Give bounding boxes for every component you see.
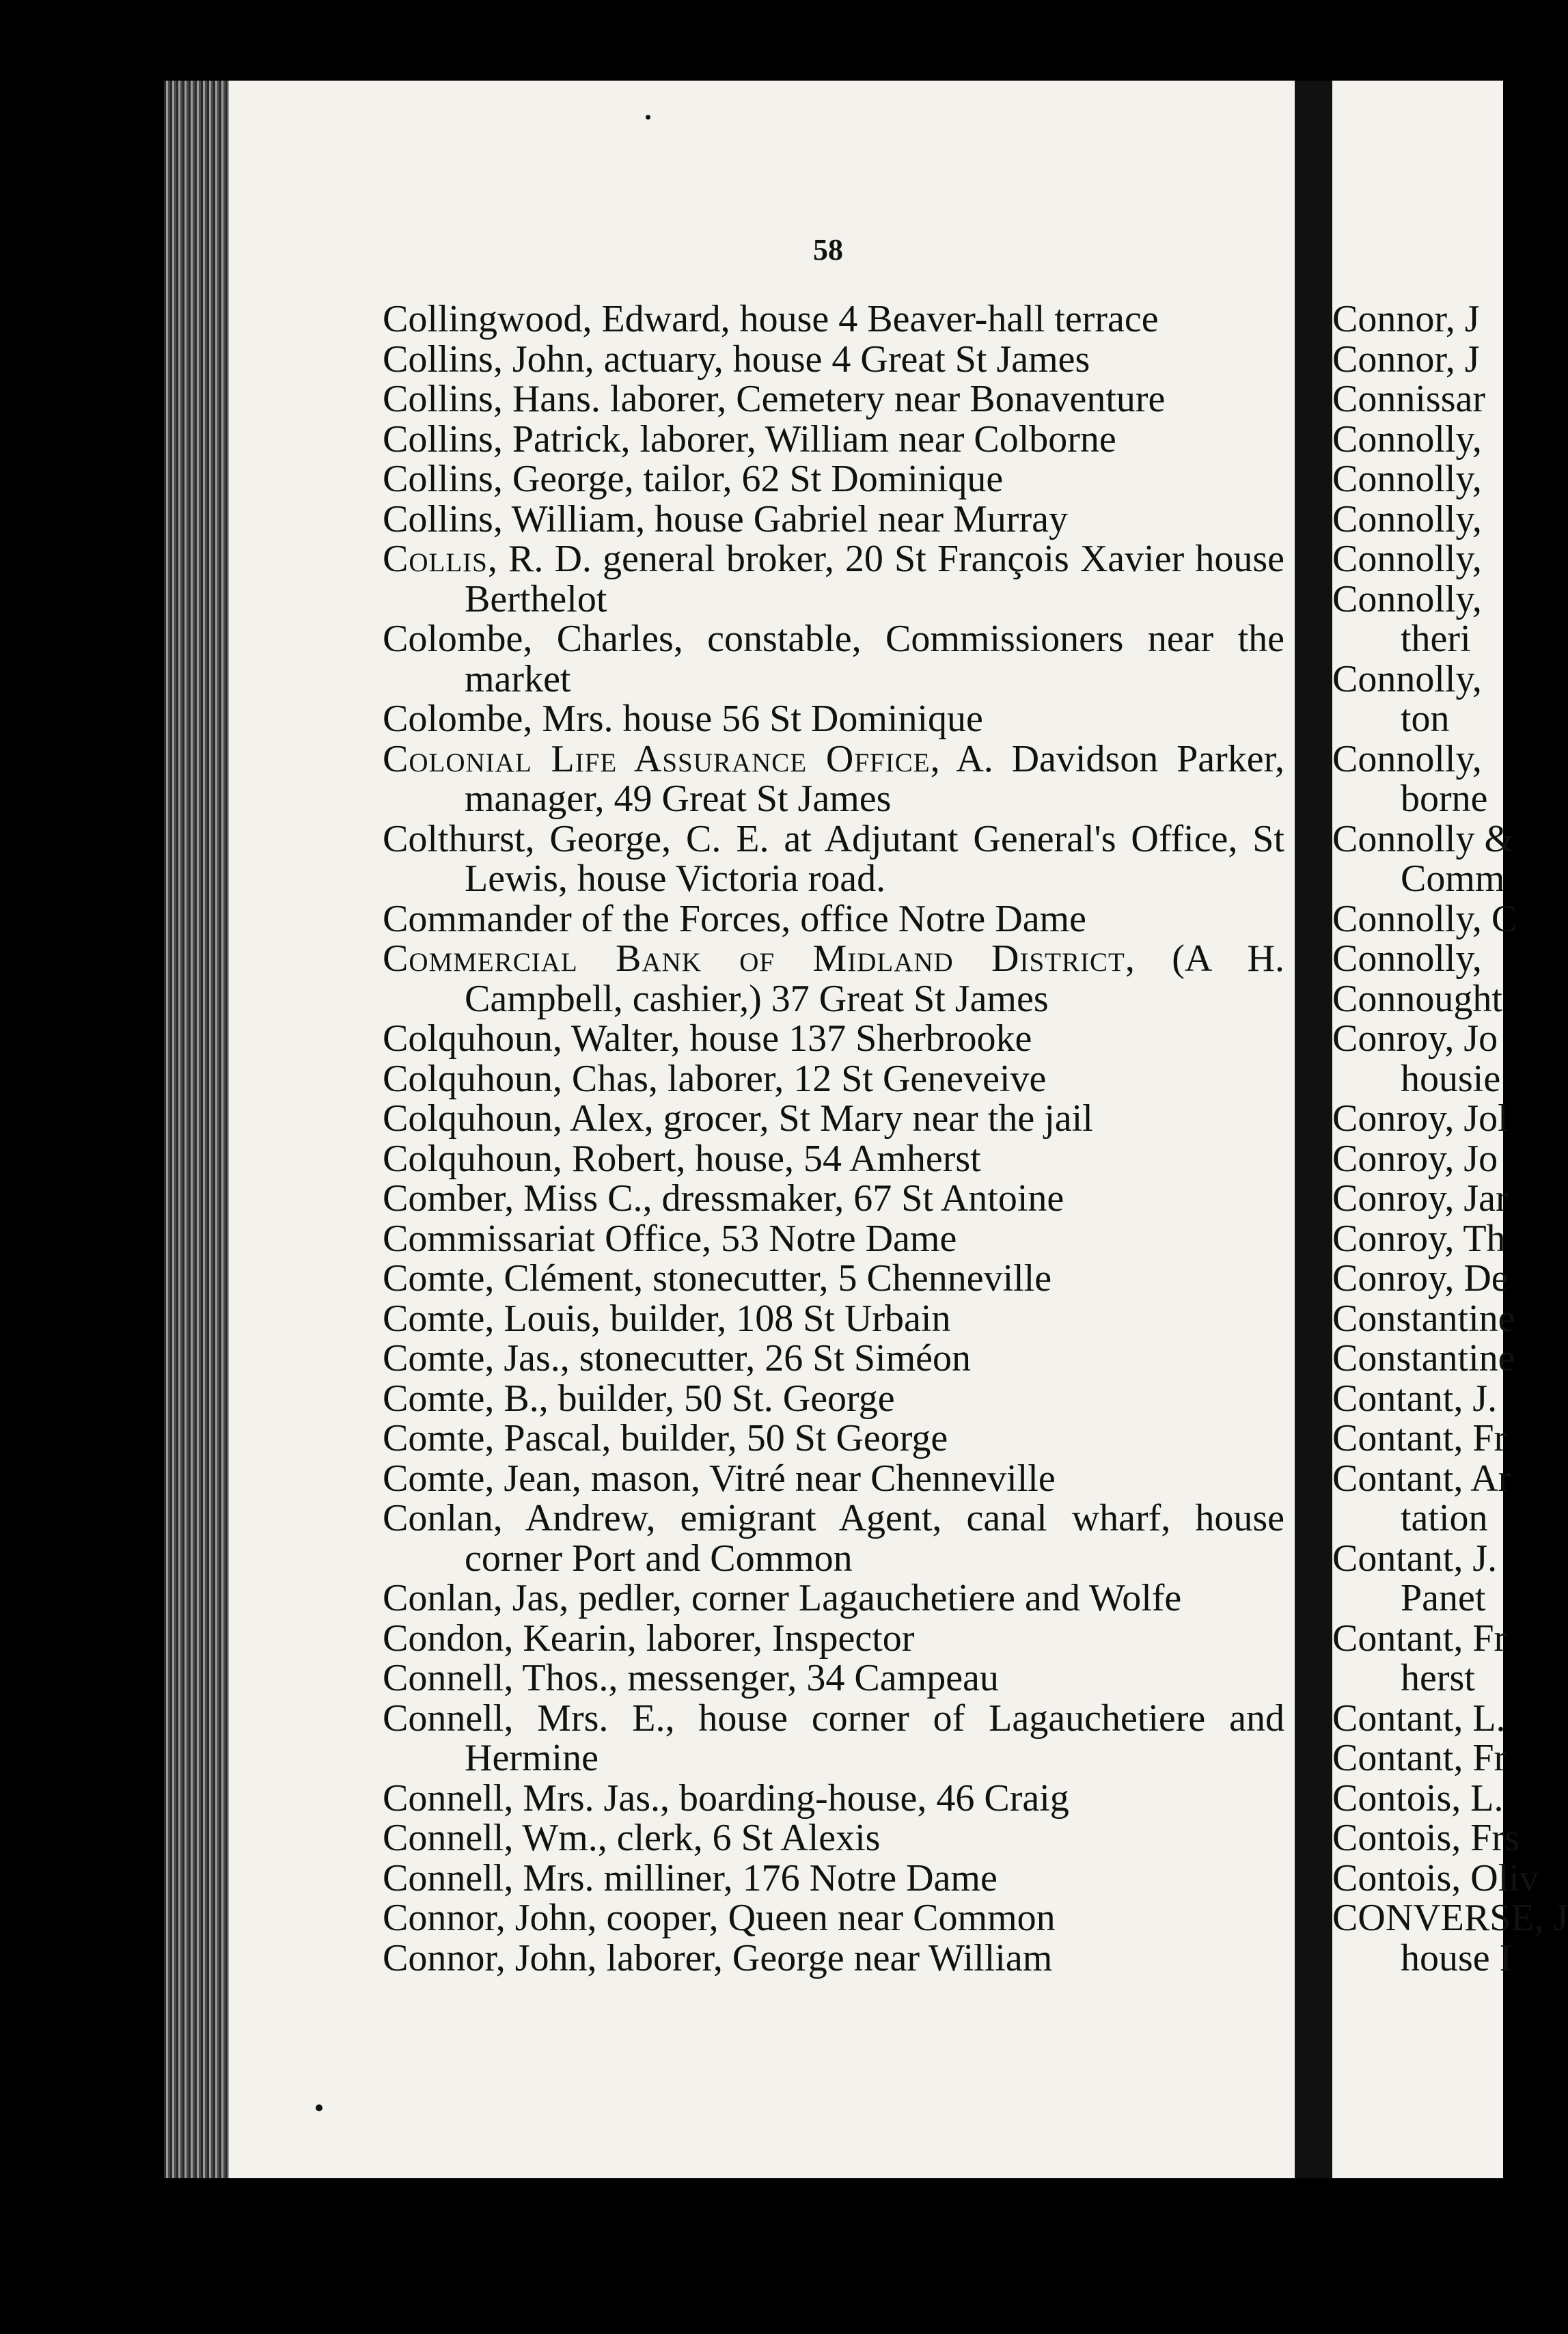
entry-text: Commander of the Forces, office Notre Dame [383, 897, 1086, 940]
directory-entry [383, 340, 1284, 380]
entry-name-smallcaps: Colonial Life Assurance Office [383, 737, 931, 780]
directory-entry [383, 1059, 1284, 1099]
entry-text: Colquhoun, Walter, house 137 Sherbrooke [383, 1017, 1032, 1060]
right-page-line: Connought [1332, 977, 1502, 1020]
entry-text: Connell, Thos., messenger, 34 Campeau [383, 1657, 999, 1699]
entry-text: Comte, Jean, mason, Vitré near Chenneville [383, 1457, 1056, 1500]
directory-entry [383, 1379, 1284, 1419]
entry-text: Condon, Kearin, laborer, Inspector [383, 1617, 915, 1660]
entry-text: Connor, John, laborer, George near William [383, 1936, 1053, 1979]
right-page-line: borne [1401, 778, 1488, 820]
entry-text: Connor, John, cooper, Queen near Common [383, 1897, 1056, 1939]
entry-text: Conlan, Andrew, emigrant Agent, canal wharf, house corner Port and Common [383, 1497, 1284, 1580]
directory-entries [383, 299, 1284, 1978]
right-page-line: Contant, Ar [1332, 1457, 1511, 1500]
directory-entry [383, 1699, 1284, 1779]
book-gutter [1295, 81, 1332, 2178]
entry-text: Colquhoun, Chas, laborer, 12 St Geneveive [383, 1057, 1047, 1100]
directory-entry [383, 899, 1284, 939]
right-page-line: Connolly, [1332, 458, 1482, 500]
entry-text: Conlan, Jas, pedler, corner Lagauchetiere and Wolfe [383, 1577, 1182, 1619]
ink-speck [646, 115, 650, 120]
directory-entry [383, 459, 1284, 499]
entry-text: , A. Davidson Parker, manager, 49 Great St James [465, 737, 1284, 820]
directory-entry [383, 1299, 1284, 1339]
ink-speck [316, 2104, 322, 2111]
right-page-line: Connolly, [1332, 937, 1482, 980]
right-page-line: Contant, Fr [1332, 1737, 1507, 1779]
entry-text: , R. D. general broker, 20 St François Xavier house Berthelot [465, 538, 1284, 620]
right-page-line: Conroy, Jol [1332, 1097, 1509, 1140]
directory-entry [383, 1776, 1284, 1820]
right-page-line: house I [1401, 1936, 1513, 1979]
entry-name-smallcaps: Collis [383, 538, 488, 580]
right-page-line: Conroy, Jar [1332, 1177, 1509, 1220]
entry-text: Commissariat Office, 53 Notre Dame [383, 1217, 957, 1260]
entry-text: Connell, Mrs. milliner, 176 Notre Dame [383, 1856, 998, 1899]
directory-entry [383, 1498, 1284, 1578]
directory-entry [383, 1658, 1284, 1699]
right-page-line: Connolly, C [1332, 897, 1517, 940]
right-page-line: Conroy, Jo [1332, 1137, 1498, 1180]
entry-text: Colombe, Mrs. house 56 St Dominique [383, 698, 983, 740]
entry-text: Comte, Louis, builder, 108 St Urbain [383, 1297, 951, 1340]
right-page-line: Connolly, [1332, 577, 1482, 620]
entry-text: Collins, George, tailor, 62 St Dominique [383, 458, 1004, 500]
directory-entry [383, 1139, 1284, 1179]
directory-entry [383, 1858, 1284, 1899]
right-page-entries [1332, 298, 1568, 1979]
right-page-line: Connolly & [1332, 817, 1515, 860]
directory-entry [383, 1938, 1284, 1979]
right-page-line: Contois, Oliv [1332, 1856, 1539, 1899]
directory-entry [383, 819, 1284, 899]
page-number: 58 [813, 233, 843, 266]
entry-text: Connell, Mrs. E., house corner of Lagauchetiere and Hermine [383, 1697, 1284, 1779]
entry-text: Colquhoun, Alex, grocer, St Mary near the jail [383, 1097, 1093, 1140]
right-page-line: tation [1401, 1497, 1488, 1539]
directory-entry [383, 1259, 1284, 1299]
page-edge-stack [164, 81, 229, 2178]
right-page-line: Constantine [1332, 1297, 1515, 1340]
right-page-line: Panet [1401, 1577, 1486, 1619]
entry-text: Collins, John, actuary, house 4 Great St James [383, 338, 1090, 381]
entry-text: Connell, Mrs. Jas., boarding-house, 46 Craig [383, 1776, 1069, 1820]
directory-entry [383, 299, 1284, 340]
directory-entry [383, 1898, 1284, 1938]
right-page-line: ton [1401, 698, 1450, 740]
entry-text: Comte, Clément, stonecutter, 5 Chenneville [383, 1257, 1052, 1300]
directory-entry [383, 739, 1284, 819]
directory-entry [383, 539, 1284, 619]
entry-text: Connell, Wm., clerk, 6 St Alexis [383, 1817, 881, 1859]
directory-entry [383, 1338, 1284, 1379]
right-page-line: Contant, Fr [1332, 1617, 1507, 1660]
right-page-line: theri [1401, 618, 1471, 660]
directory-entry [383, 939, 1284, 1019]
entry-text: Collins, William, house Gabriel near Murray [383, 497, 1068, 540]
entry-text: Comte, Pascal, builder, 50 St George [383, 1417, 948, 1459]
right-page-line: Contant, L. [1332, 1697, 1506, 1740]
directory-entry [383, 1219, 1284, 1259]
right-page-line: Contant, J. [1332, 1537, 1498, 1580]
entry-text: Collins, Patrick, laborer, William near Colborne [383, 417, 1116, 461]
directory-entry [383, 1578, 1284, 1619]
directory-entry [383, 1019, 1284, 1059]
right-page-line: Contois, Frs [1332, 1817, 1519, 1859]
entry-text: Comte, Jas., stonecutter, 26 St Siméon [383, 1337, 972, 1379]
right-page-line: Contant, Fr [1332, 1417, 1507, 1459]
directory-entry [383, 499, 1284, 540]
directory-entry [383, 699, 1284, 739]
right-page-line: Contois, L. [1332, 1776, 1504, 1820]
directory-entry [383, 379, 1284, 420]
entry-text: Collins, Hans. laborer, Cemetery near Bonaventure [383, 378, 1166, 420]
directory-entry [383, 1099, 1284, 1139]
right-page-line: Connissar [1332, 378, 1485, 420]
directory-entry [383, 1818, 1284, 1858]
right-page-line: Conroy, Th [1332, 1217, 1506, 1260]
directory-entry [383, 1179, 1284, 1219]
right-page-line: Conroy, Jo [1332, 1017, 1498, 1060]
directory-entry [383, 1418, 1284, 1459]
right-page-line: Connolly, [1332, 737, 1482, 780]
right-page-line: Connolly, [1332, 497, 1482, 540]
entry-text: Collingwood, Edward, house 4 Beaver-hall terrace [383, 298, 1159, 340]
entry-text: Comber, Miss C., dressmaker, 67 St Antoine [383, 1177, 1064, 1220]
directory-entry [383, 1619, 1284, 1659]
right-page-line: CONVERSE, J [1332, 1897, 1568, 1939]
right-page-line: herst [1401, 1657, 1475, 1699]
right-page-line: Connolly, [1332, 657, 1482, 700]
directory-entry [383, 619, 1284, 699]
right-page-line: Connolly, [1332, 538, 1482, 580]
right-page-line: Connolly, [1332, 417, 1482, 461]
right-page-line: Constantine [1332, 1337, 1515, 1379]
entry-text: Colthurst, George, C. E. at Adjutant General's Office, St Lewis, house Victoria road. [383, 817, 1284, 900]
directory-entry [383, 1459, 1284, 1499]
entry-text: , (A H. Campbell, cashier,) 37 Great St James [465, 937, 1284, 1020]
right-page-line: Comm [1401, 857, 1505, 900]
entry-text: Colombe, Charles, constable, Commissioners near the market [383, 618, 1284, 700]
entry-text: Colquhoun, Robert, house, 54 Amherst [383, 1137, 981, 1180]
right-page-line: Contant, J. [1332, 1377, 1498, 1420]
entry-text: Comte, B., builder, 50 St. George [383, 1377, 895, 1420]
right-page-line: Connor, J [1332, 338, 1480, 381]
directory-entry [383, 417, 1284, 461]
entry-name-smallcaps: Commercial Bank of Midland District [383, 937, 1125, 980]
right-page-line: housie [1401, 1057, 1501, 1100]
right-page-line: Conroy, De [1332, 1257, 1509, 1300]
right-page-line: Connor, J [1332, 298, 1480, 340]
